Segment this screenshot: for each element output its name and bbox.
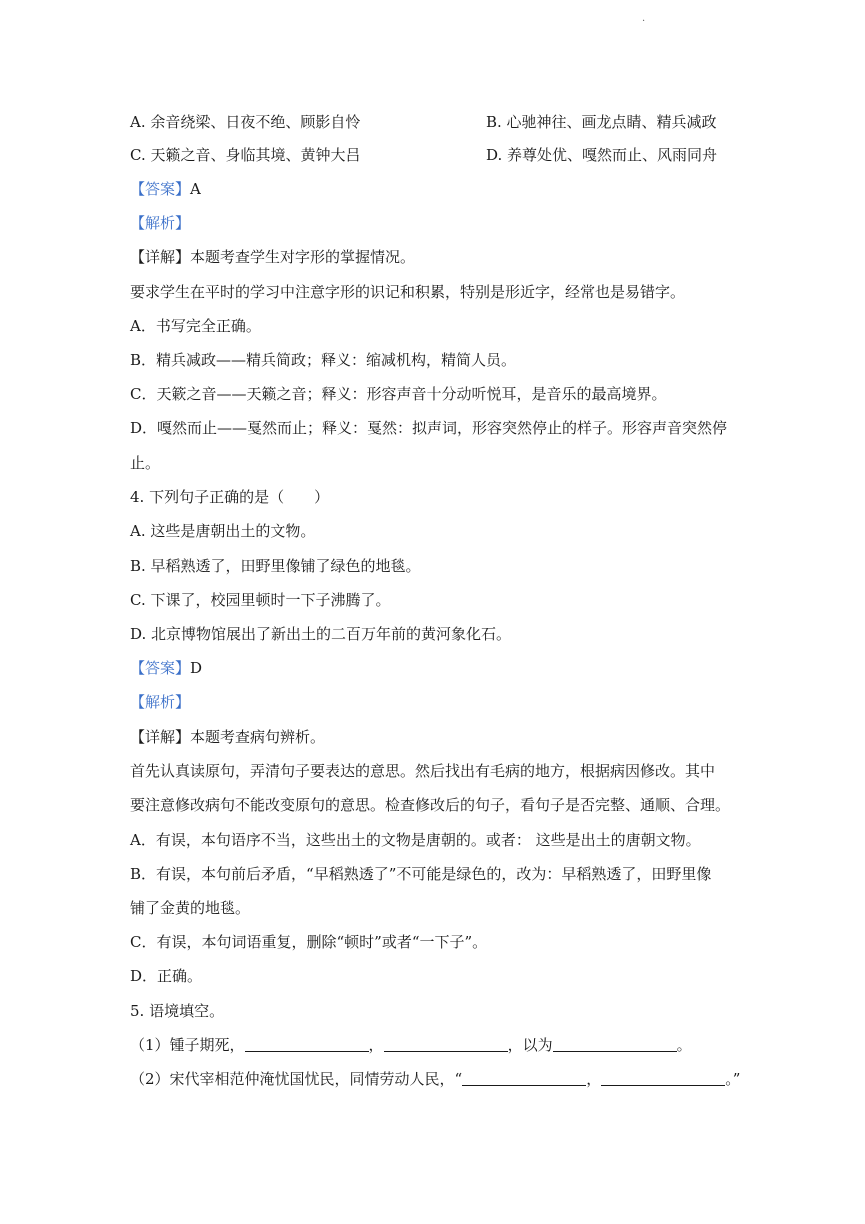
fill-blank — [601, 1084, 725, 1086]
q4-detail-heading — [130, 727, 325, 747]
q4-option-d: D. 北京博物馆展出了新出土的二百万年前的黄河象化石。 — [130, 625, 512, 643]
page-mark: · — [642, 16, 646, 27]
item-1-sep: ， — [368, 1036, 384, 1054]
q3-option-c: C. 天籁之音、身临其境、黄钟大吕 — [130, 146, 361, 164]
answer-value: D — [190, 659, 203, 677]
q3-option-a: A. 余音绕梁、日夜不绝、顾影自怜 — [130, 113, 361, 131]
item-2-sep: ， — [586, 1070, 602, 1088]
answer-label: 【答案】 — [130, 659, 191, 677]
q4-analysis-label: 【解析】 — [130, 693, 191, 711]
q4-stem: 4. 下列句子正确的是（ ） — [130, 488, 330, 506]
q4-option-a: A. 这些是唐朝出土的文物。 — [130, 522, 316, 540]
q3-detail-d1: D．嘎然而止——戛然而止；释义：戛然：拟声词，形容突然停止的样子。形容声音突然停 — [130, 419, 728, 437]
fill-blank — [245, 1050, 369, 1052]
q4-option-c: C. 下课了，校园里顿时一下子沸腾了。 — [130, 591, 391, 609]
q4-detail-a: A．有误，本句语序不当，这些出土的文物是唐朝的。或者： 这些是出土的唐朝文物。 — [130, 831, 701, 849]
q3-detail-a: A．书写完全正确。 — [130, 317, 261, 335]
fill-blank — [462, 1084, 586, 1086]
q4-detail-p1: 首先认真读原句，弄清句子要表达的意思。然后找出有毛病的地方，根据病因修改。其中 — [130, 762, 716, 780]
item-2-end: 。” — [725, 1070, 741, 1088]
q4-option-b: B. 早稻熟透了，田野里像铺了绿色的地毯。 — [130, 557, 421, 575]
detail-text: 本题考查学生对字形的掌握情况。 — [190, 248, 416, 266]
item-2-prefix: （2）宋代宰相范仲淹忧国忧民，同情劳动人民，“ — [130, 1070, 463, 1088]
q3-option-d: D. 养尊处优、嘎然而止、风雨同舟 — [486, 146, 718, 164]
q5-item-1 — [130, 1035, 692, 1055]
answer-label: 【答案】 — [130, 180, 191, 198]
fill-blank — [384, 1050, 508, 1052]
q5-item-2 — [130, 1069, 740, 1089]
q4-detail-p2: 要注意修改病句不能改变原句的意思。检查修改后的句子，看句子是否完整、通顺、合理。 — [130, 796, 731, 814]
item-1-end: 。 — [676, 1036, 692, 1054]
q3-detail-c: C．天簌之音——天籁之音；释义：形容声音十分动听悦耳，是音乐的最高境界。 — [130, 385, 667, 403]
q4-answer — [130, 658, 202, 678]
q4-detail-b2: 铺了金黄的地毯。 — [130, 899, 251, 917]
fill-blank — [553, 1050, 677, 1052]
answer-value: A — [190, 180, 201, 198]
q3-detail-p1: 要求学生在平时的学习中注意字形的识记和积累，特别是形近字，经常也是易错字。 — [130, 283, 686, 301]
q3-detail-heading — [130, 247, 415, 267]
q4-detail-b1: B．有误，本句前后矛盾，“早稻熟透了”不可能是绿色的，改为：早稻熟透了，田野里像 — [130, 865, 712, 883]
q3-detail-d2: 止。 — [130, 454, 161, 472]
q3-analysis-label: 【解析】 — [130, 214, 191, 232]
q3-option-b: B. 心驰神往、画龙点睛、精兵减政 — [486, 113, 717, 131]
q3-detail-b: B．精兵减政——精兵简政；释义：缩减机构，精简人员。 — [130, 351, 517, 369]
q3-answer — [130, 179, 201, 199]
detail-text: 本题考查病句辨析。 — [190, 728, 326, 746]
q4-detail-c: C．有误，本句词语重复，删除“顿时”或者“一下子”。 — [130, 933, 488, 951]
item-1-mid: ，以为 — [507, 1036, 553, 1054]
detail-label: 【详解】 — [130, 728, 191, 746]
item-1-prefix: （1）锺子期死， — [130, 1036, 245, 1054]
q5-stem: 5. 语境填空。 — [130, 1002, 225, 1020]
detail-label: 【详解】 — [130, 248, 191, 266]
q4-detail-d: D．正确。 — [130, 967, 203, 985]
